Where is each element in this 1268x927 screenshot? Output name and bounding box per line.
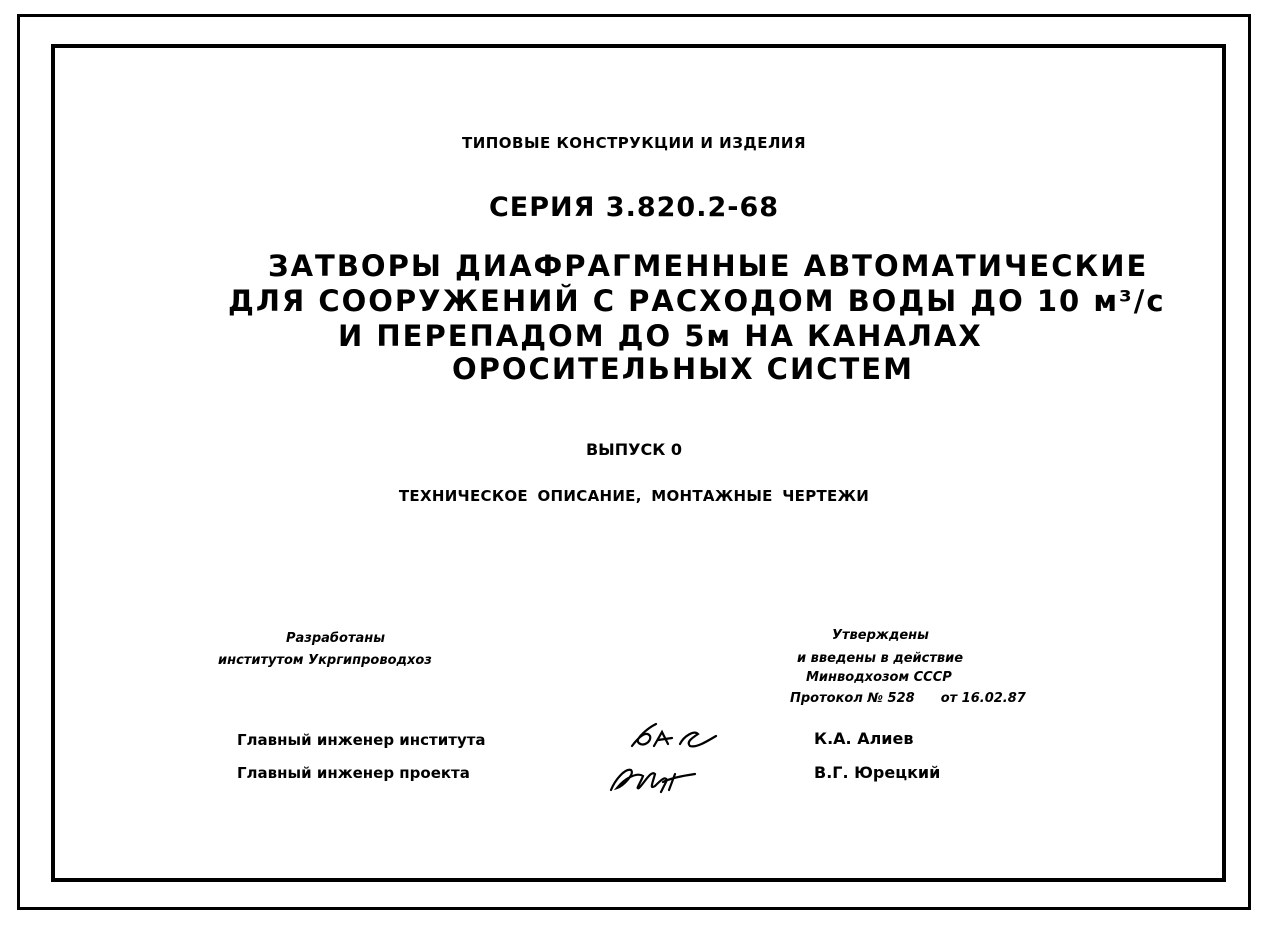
signatory-name-1: К.А. Алиев — [814, 729, 914, 748]
contents-description: ТЕХНИЧЕСКОЕ ОПИСАНИЕ, МОНТАЖНЫЕ ЧЕРТЕЖИ — [398, 487, 870, 505]
developed-label: Разработаны — [286, 631, 385, 646]
title-line-1: ЗАТВОРЫ ДИАФРАГМЕННЫЕ АВТОМАТИЧЕСКИЕ — [268, 249, 1149, 283]
signature-2 — [605, 760, 705, 796]
protocol-line — [790, 691, 1026, 706]
approved-label: Утверждены — [832, 628, 929, 643]
signatory-name-2: В.Г. Юрецкий — [814, 763, 941, 782]
signature-1 — [628, 720, 728, 752]
developer-institute: институтом Укргипроводхоз — [218, 653, 432, 668]
series-type: ТИПОВЫЕ КОНСТРУКЦИИ И ИЗДЕЛИЯ — [461, 134, 807, 152]
series-number: СЕРИЯ 3.820.2-68 — [488, 192, 780, 223]
protocol-number: Протокол № 528 — [790, 691, 915, 706]
title-line-2: ДЛЯ СООРУЖЕНИЙ С РАСХОДОМ ВОДЫ ДО 10 м³/с — [228, 284, 1166, 318]
protocol-date: от 16.02.87 — [940, 691, 1026, 706]
enacted-label: и введены в действие — [797, 651, 964, 666]
inner-border — [51, 44, 1226, 882]
title-line-3: И ПЕРЕПАДОМ ДО 5м НА КАНАЛАХ — [338, 319, 983, 353]
signatory-role-2: Главный инженер проекта — [237, 764, 470, 782]
title-line-4: ОРОСИТЕЛЬНЫХ СИСТЕМ — [452, 352, 914, 386]
signatory-role-1: Главный инженер института — [237, 731, 486, 749]
issue-number: ВЫПУСК 0 — [585, 440, 683, 459]
approving-ministry: Минводхозом СССР — [806, 670, 952, 685]
